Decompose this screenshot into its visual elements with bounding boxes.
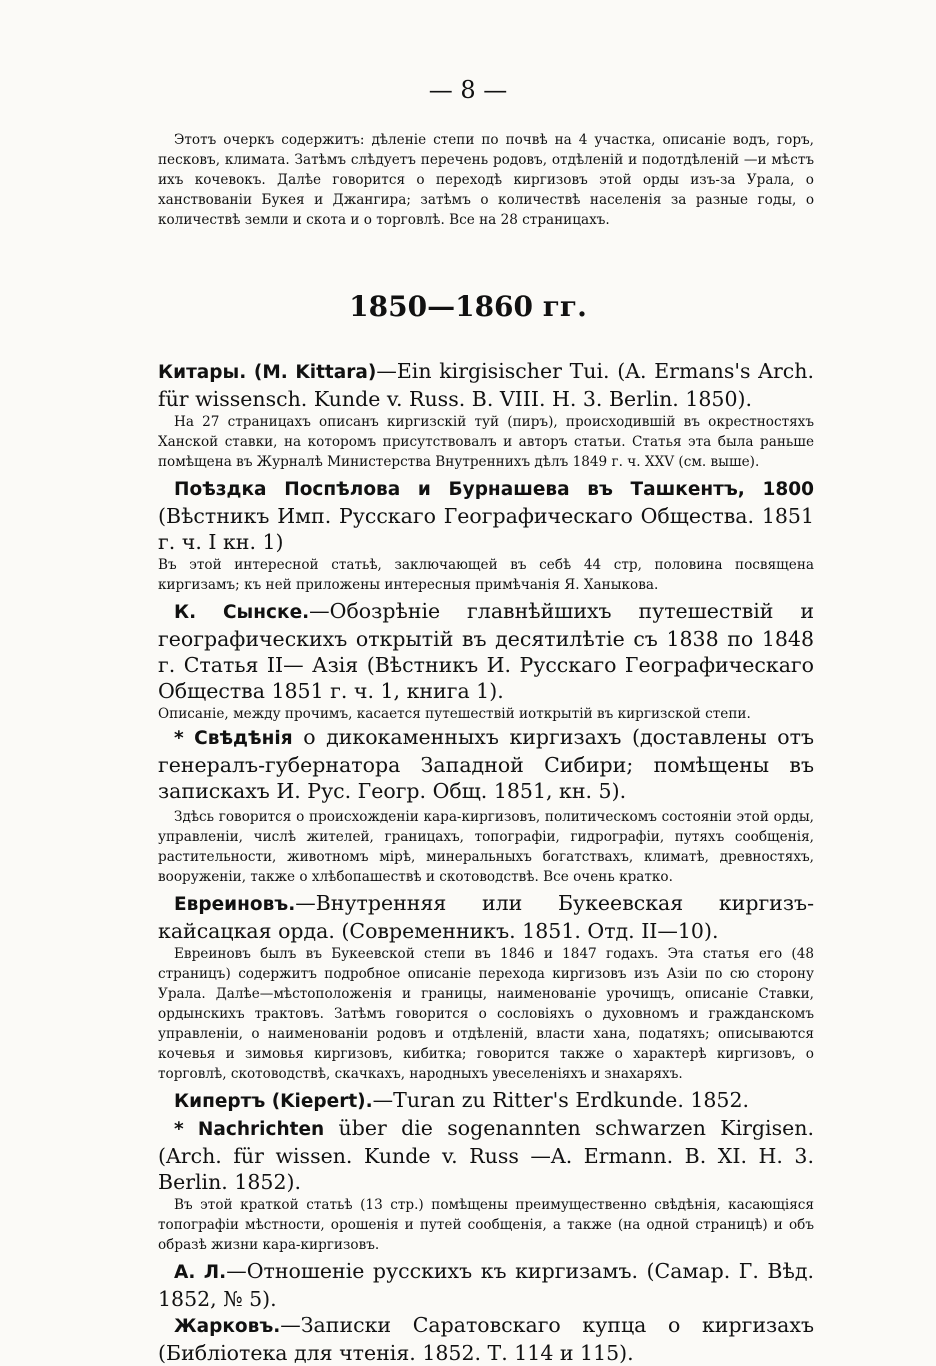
entry — [158, 598, 814, 724]
entry-citation: —Внутренняя или Букеевская киргизъ-кайсацкая орда. (Современникъ. 1851. Отд. II—10). — [158, 891, 814, 943]
entry-author: Жарковъ. — [174, 1316, 281, 1337]
entry-note: На 27 страницахъ описанъ киргизскій туй (пиръ), происходившій въ окрестностяхъ Ханской ставки, на которомъ присутствовалъ и авторъ статьи. Статья эта была раньше помѣщена въ Журналѣ Министерства Внутреннихъ дѣлъ 1849 г. ч. XXV (см. выше). — [158, 414, 814, 470]
entry-citation: о дикокаменныхъ киргизахъ (доставлены отъ генералъ-губернатора Западной Сибири; помѣщены въ запискахъ И. Рус. Геогр. Общ. 1851, кн. 5). — [158, 725, 814, 803]
entry-citation: —Обозрѣніе главнѣйшихъ путешествій и географическихъ открытій въ десятилѣтіе съ 1838 по 1848 г. Статья II— Азія (Вѣстникъ И. Русскаго Географическаго Общества 1851 г. ч. 1, книга 1). — [158, 599, 815, 703]
intro-block — [158, 130, 814, 230]
bibliography-list — [158, 358, 814, 1366]
entry-author: К. Сынске. — [174, 602, 310, 623]
entry — [158, 1115, 814, 1255]
entry-author: * Свѣдѣнія — [174, 728, 293, 749]
entry — [158, 1312, 814, 1366]
entry — [158, 724, 814, 887]
entry — [158, 475, 814, 595]
entry-note: Здѣсь говорится о происхожденіи кара-киргизовъ, политическомъ состояніи этой орды, управленіи, числѣ жителей, границахъ, топографіи, гидрографіи, путяхъ сообщенія, растительности, животномъ мірѣ, минеральныхъ богатствахъ, климатѣ, древностяхъ, вооруженіи, также о хлѣбопашествѣ и скотоводствѣ. Все очень кратко. — [158, 809, 814, 885]
entry-author: А. Л. — [174, 1262, 227, 1283]
entry — [158, 1087, 814, 1115]
entry — [158, 890, 814, 1084]
entry-citation: über die sogenannten schwarzen Kirgisen. (Arch. für wissen. Kunde v. Russ —A. Ermann. B. XI. H. 3. Berlin. 1852). — [158, 1116, 814, 1194]
entry-note: Въ этой интересной статьѣ, заключающей въ себѣ 44 стр, половина посвящена киргизамъ; къ ней приложены интересныя примѣчанія Я. Ханыкова. — [158, 557, 814, 593]
entry-author: Кипертъ (Kiepert). — [174, 1091, 373, 1112]
entry-author: Евреиновъ. — [174, 894, 296, 915]
entry-note: Въ этой краткой статьѣ (13 стр.) помѣщены преимущественно свѣдѣнія, касающіяся топографіи мѣстности, орошенія и путей сообщенія, а также (на одной страницѣ) и объ образѣ жизни кара-киргизовъ. — [158, 1197, 814, 1253]
intro-paragraph: Этотъ очеркъ содержитъ: дѣленіе степи по почвѣ на 4 участка, описаніе водъ, горъ, песковъ, климата. Затѣмъ слѣдуетъ перечень родовъ, отдѣленій и подотдѣленій —и мѣстъ ихъ кочевокъ. Далѣе говорится о переходѣ киргизовъ этой орды изъ-за Урала, о ханствованіи Букея и Джангира; затѣмъ о количествѣ населенія за разные годы, о количествѣ земли и скота и о торговлѣ. Все на 28 страницахъ. — [158, 132, 814, 228]
entry — [158, 1258, 814, 1312]
entry-author: * Nachrichten — [174, 1119, 325, 1140]
page-number: — 8 — — [428, 76, 508, 104]
section-heading: 1850—1860 гг. — [349, 290, 587, 323]
entry-citation: —Turan zu Ritter's Erdkunde. 1852. — [372, 1088, 750, 1112]
entry — [158, 358, 814, 472]
entry-author: Поѣздка Поспѣлова и Бурнашева въ Ташкентъ, 1800 — [174, 479, 814, 500]
entry-citation: (Вѣстникъ Имп. Русскаго Географическаго Общества. 1851 г. ч. I кн. 1) — [158, 504, 814, 554]
entry-author: Китары. (M. Kittara) — [158, 362, 377, 383]
entry-citation: —Записки Саратовскаго купца о киргизахъ (Библіотека для чтенія. 1852. Т. 114 и 115). — [158, 1313, 814, 1365]
entry-note: Евреиновъ былъ въ Букеевской степи въ 1846 и 1847 годахъ. Эта статья его (48 страницъ) содержитъ подробное описаніе перехода киргизовъ изъ Азіи по сю сторону Урала. Далѣе—мѣстоположенія и границы, наименованіе урочищъ, описаніе Ставки, ордынскихъ трактовъ. Затѣмъ говорится о сословіяхъ о духовномъ и гражданскомъ управленіи, о наименованіи родовъ и отдѣленій, власти хана, податяхъ; описываются кочевья и зимовья киргизовъ, кибитка; говорится также о характерѣ киргизовъ, о торговлѣ, скотоводствѣ, скачкахъ, народныхъ увеселеніяхъ и знахаряхъ. — [158, 946, 814, 1082]
entry-citation: —Ein kirgisischer Tui. (A. Ermans's Arch. für wissensch. Kunde v. Russ. B. VIII. H. 3. Berlin. 1850). — [158, 359, 814, 411]
entry-citation: —Отношеніе русскихъ къ киргизамъ. (Самар. Г. Вѣд. 1852, № 5). — [158, 1259, 814, 1311]
entry-note: Описаніе, между прочимъ, касается путешествій иоткрытій въ киргизской степи. — [158, 706, 751, 722]
